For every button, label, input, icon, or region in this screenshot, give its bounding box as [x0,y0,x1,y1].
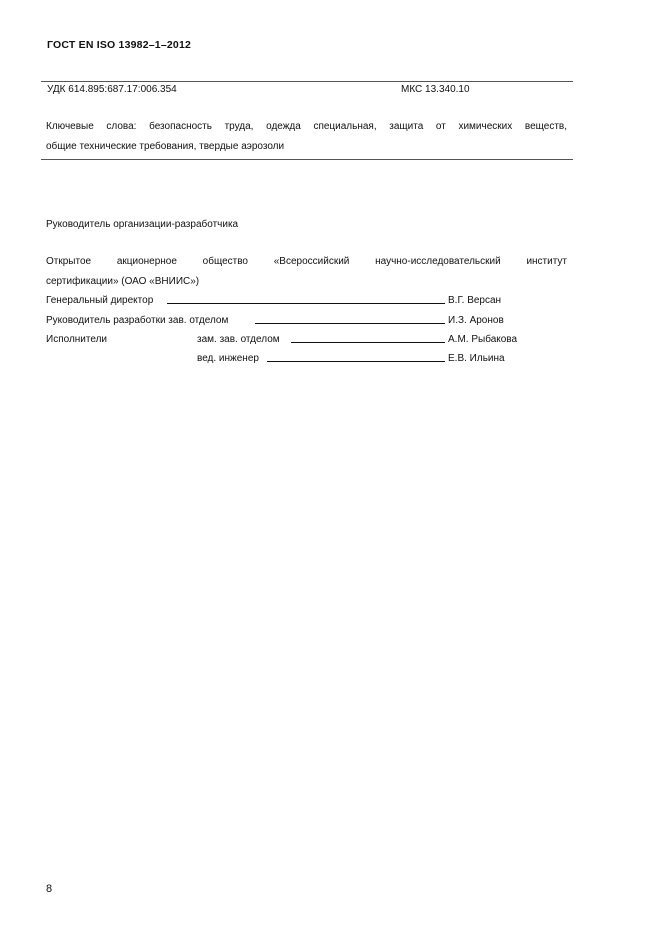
performer-1-name: А.М. Рыбакова [448,334,518,345]
keywords-line-2: общие технические требования, твердые аэрозоли [46,141,285,152]
keywords-line-1: Ключевые слова: безопасность труда, одежда специальная, защита от химических веществ, [46,121,567,132]
director-title: Генеральный директор [46,295,154,306]
udk-code: УДК 614.895:687.17:006.354 [47,84,177,95]
lead-signature-line [255,314,445,324]
performer-1-signature-line [291,333,445,343]
lead-name: И.З. Аронов [448,315,504,326]
performer-2-signature-line [267,352,445,362]
performer-2-title: вед. инженер [197,353,259,364]
performers-label: Исполнители [46,334,108,345]
organization-line-1: Открытое акционерное общество «Всероссийский научно-исследовательский институт [46,256,567,267]
director-signature-line [167,294,445,304]
mks-code: МКС 13.340.10 [401,84,470,95]
performer-1-title: зам. зав. отделом [197,334,280,345]
standard-header: ГОСТ EN ISO 13982–1–2012 [47,39,192,51]
top-rule [41,81,573,82]
bottom-rule [41,159,573,160]
director-name: В.Г. Версан [448,295,502,306]
organization-line-2: сертификации» (ОАО «ВНИИС») [46,276,200,287]
developer-heading: Руководитель организации-разработчика [46,219,239,230]
lead-title: Руководитель разработки зав. отделом [46,315,229,326]
page-number: 8 [46,883,53,895]
performer-2-name: Е.В. Ильина [448,353,505,364]
